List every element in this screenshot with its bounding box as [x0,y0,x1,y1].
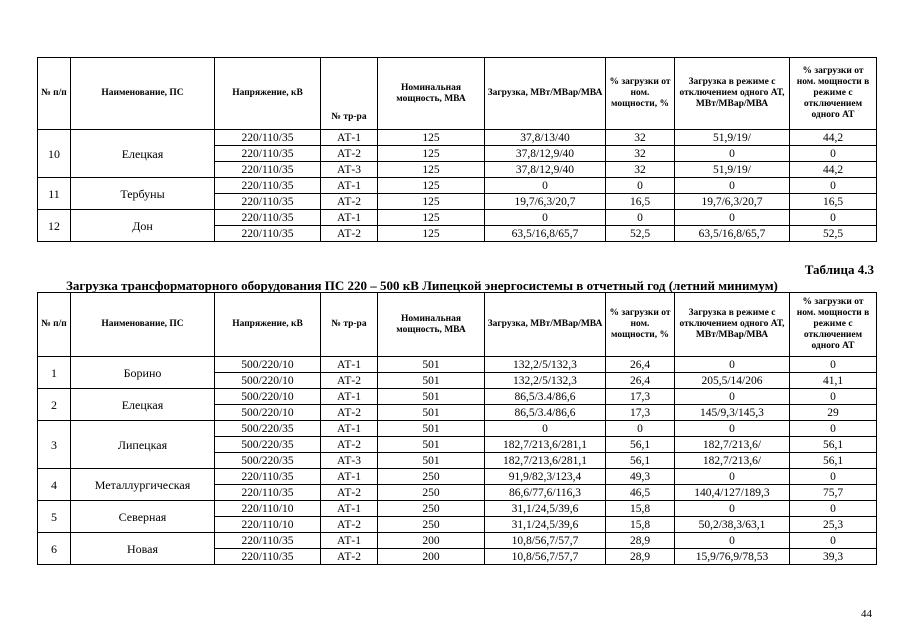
voltage-cell: 220/110/35 [215,178,321,194]
load-off-cell: 0 [675,357,790,373]
transformer-cell: АТ-1 [321,178,378,194]
load-cell: 86,5/3.4/86,6 [485,405,606,421]
load-cell: 37,8/12,9/40 [485,162,606,178]
col-load-off-header: Загрузка в режиме с отключением одного АТ, МВт/МВар/МВА [675,293,790,357]
substation-number-cell: 4 [38,469,71,501]
col-percent-off-header: % загрузки от ном. мощности в режиме с отключением одного АТ [790,293,877,357]
table-row [38,533,877,549]
substation-name-cell: Тербуны [71,178,215,210]
nominal-power-cell: 501 [378,357,485,373]
table-row [38,389,877,405]
nominal-power-cell: 125 [378,130,485,146]
load-off-percent-cell: 44,2 [790,130,877,146]
table-number: Таблица 4.3 [804,262,874,277]
nominal-power-cell: 125 [378,210,485,226]
load-off-percent-cell: 39,3 [790,549,877,565]
load-percent-cell: 32 [606,146,675,162]
transformer-load-table [37,292,877,565]
voltage-cell: 500/220/35 [215,437,321,453]
substation-name-cell: Металлургическая [71,469,215,501]
nominal-power-cell: 501 [378,389,485,405]
transformer-cell: АТ-2 [321,437,378,453]
load-cell: 0 [485,421,606,437]
substation-name-cell: Елецкая [71,130,215,178]
transformer-cell: АТ-1 [321,421,378,437]
voltage-cell: 220/110/35 [215,485,321,501]
transformer-cell: АТ-2 [321,194,378,210]
load-off-percent-cell: 0 [790,146,877,162]
voltage-cell: 500/220/10 [215,357,321,373]
col-percent-off-header: % загрузки от ном. мощности в режиме с отключением одного АТ [790,58,877,130]
transformer-cell: АТ-2 [321,226,378,242]
transformer-cell: АТ-3 [321,453,378,469]
substation-number-cell: 5 [38,501,71,533]
voltage-cell: 220/110/10 [215,501,321,517]
load-cell: 10,8/56,7/57,7 [485,533,606,549]
voltage-cell: 500/220/35 [215,421,321,437]
table-row [38,469,877,485]
load-percent-cell: 17,3 [606,389,675,405]
transformer-cell: АТ-1 [321,501,378,517]
load-off-percent-cell: 0 [790,357,877,373]
col-transformer-header: № тр-ра [321,293,378,357]
load-cell: 132,2/5/132,3 [485,373,606,389]
load-off-percent-cell: 52,5 [790,226,877,242]
col-num-header: № п/п [38,58,71,130]
transformer-cell: АТ-2 [321,485,378,501]
transformer-cell: АТ-2 [321,517,378,533]
load-percent-cell: 17,3 [606,405,675,421]
load-off-percent-cell: 75,7 [790,485,877,501]
transformer-cell: АТ-1 [321,469,378,485]
substation-name-cell: Дон [71,210,215,242]
load-off-percent-cell: 41,1 [790,373,877,389]
voltage-cell: 220/110/35 [215,210,321,226]
col-load-header: Загрузка, МВт/МВар/МВА [485,58,606,130]
load-percent-cell: 56,1 [606,453,675,469]
load-off-cell: 0 [675,146,790,162]
transformer-cell: АТ-1 [321,210,378,226]
nominal-power-cell: 125 [378,146,485,162]
load-off-cell: 0 [675,501,790,517]
col-num-header: № п/п [38,293,71,357]
load-off-percent-cell: 16,5 [790,194,877,210]
transformer-cell: АТ-2 [321,405,378,421]
substation-name-cell: Борино [71,357,215,389]
table-body [38,357,877,565]
load-cell: 86,6/77,6/116,3 [485,485,606,501]
voltage-cell: 220/110/10 [215,517,321,533]
load-cell: 31,1/24,5/39,6 [485,517,606,533]
voltage-cell: 220/110/35 [215,226,321,242]
col-name-header: Наименование, ПС [71,58,215,130]
table-row [38,421,877,437]
nominal-power-cell: 501 [378,453,485,469]
load-off-percent-cell: 0 [790,389,877,405]
load-off-cell: 205,5/14/206 [675,373,790,389]
nominal-power-cell: 200 [378,549,485,565]
load-off-percent-cell: 44,2 [790,162,877,178]
nominal-power-cell: 250 [378,485,485,501]
load-off-cell: 15,9/76,9/78,53 [675,549,790,565]
load-cell: 10,8/56,7/57,7 [485,549,606,565]
substation-number-cell: 2 [38,389,71,421]
load-off-cell: 140,4/127/189,3 [675,485,790,501]
load-percent-cell: 52,5 [606,226,675,242]
load-off-cell: 0 [675,421,790,437]
substation-number-cell: 6 [38,533,71,565]
nominal-power-cell: 200 [378,533,485,549]
voltage-cell: 220/110/35 [215,146,321,162]
load-off-cell: 51,9/19/ [675,162,790,178]
load-cell: 91,9/82,3/123,4 [485,469,606,485]
load-percent-cell: 56,1 [606,437,675,453]
header-row [38,58,877,130]
nominal-power-cell: 501 [378,437,485,453]
load-percent-cell: 26,4 [606,373,675,389]
col-load-off-header: Загрузка в режиме с отключением одного АТ, МВт/МВар/МВА [675,58,790,130]
voltage-cell: 220/110/35 [215,162,321,178]
substation-number-cell: 10 [38,130,71,178]
nominal-power-cell: 501 [378,421,485,437]
load-percent-cell: 49,3 [606,469,675,485]
voltage-cell: 220/110/35 [215,549,321,565]
substation-number-cell: 3 [38,421,71,469]
load-cell: 132,2/5/132,3 [485,357,606,373]
nominal-power-cell: 501 [378,373,485,389]
table-body [38,130,877,242]
table-row [38,178,877,194]
load-percent-cell: 28,9 [606,533,675,549]
load-percent-cell: 28,9 [606,549,675,565]
load-off-percent-cell: 25,3 [790,517,877,533]
voltage-cell: 500/220/10 [215,389,321,405]
table-title: Загрузка трансформаторного оборудования ПС 220 – 500 кВ Липецкой энергосистемы в отчетный год (летний минимум) [66,278,778,293]
substation-name-cell: Елецкая [71,389,215,421]
voltage-cell: 500/220/35 [215,453,321,469]
load-off-cell: 19,7/6,3/20,7 [675,194,790,210]
col-voltage-header: Напряжение, кВ [215,293,321,357]
load-off-percent-cell: 56,1 [790,453,877,469]
voltage-cell: 220/110/35 [215,469,321,485]
load-off-cell: 0 [675,178,790,194]
col-name-header: Наименование, ПС [71,293,215,357]
load-off-percent-cell: 0 [790,421,877,437]
load-percent-cell: 26,4 [606,357,675,373]
load-off-cell: 51,9/19/ [675,130,790,146]
load-cell: 86,5/3.4/86,6 [485,389,606,405]
load-off-cell: 0 [675,389,790,405]
load-percent-cell: 0 [606,178,675,194]
table-row [38,130,877,146]
load-cell: 37,8/13/40 [485,130,606,146]
header-row [38,293,877,357]
nominal-power-cell: 250 [378,469,485,485]
load-off-percent-cell: 0 [790,210,877,226]
col-transformer-header: № тр-ра [321,58,378,130]
load-cell: 19,7/6,3/20,7 [485,194,606,210]
nominal-power-cell: 125 [378,194,485,210]
load-off-percent-cell: 0 [790,533,877,549]
col-load-header: Загрузка, МВт/МВар/МВА [485,293,606,357]
load-cell: 0 [485,210,606,226]
load-off-percent-cell: 29 [790,405,877,421]
substation-number-cell: 12 [38,210,71,242]
load-cell: 0 [485,178,606,194]
nominal-power-cell: 125 [378,226,485,242]
load-off-cell: 63,5/16,8/65,7 [675,226,790,242]
voltage-cell: 220/110/35 [215,130,321,146]
col-nominal-header: Номинальная мощность, МВА [378,293,485,357]
load-percent-cell: 15,8 [606,501,675,517]
page-number: 44 [861,608,872,620]
col-nominal-header: Номинальная мощность, МВА [378,58,485,130]
table-row [38,210,877,226]
substation-number-cell: 11 [38,178,71,210]
transformer-cell: АТ-2 [321,146,378,162]
nominal-power-cell: 125 [378,178,485,194]
load-off-cell: 0 [675,469,790,485]
load-off-percent-cell: 0 [790,469,877,485]
transformer-cell: АТ-1 [321,130,378,146]
transformer-cell: АТ-2 [321,373,378,389]
load-percent-cell: 0 [606,421,675,437]
substation-name-cell: Северная [71,501,215,533]
table-row [38,357,877,373]
load-percent-cell: 0 [606,210,675,226]
transformer-cell: АТ-1 [321,389,378,405]
col-percent-header: % загрузки от ном. мощности, % [606,58,675,130]
nominal-power-cell: 250 [378,517,485,533]
load-cell: 182,7/213,6/281,1 [485,437,606,453]
load-off-cell: 182,7/213,6/ [675,437,790,453]
load-percent-cell: 16,5 [606,194,675,210]
transformer-cell: АТ-1 [321,357,378,373]
load-cell: 31,1/24,5/39,6 [485,501,606,517]
load-cell: 182,7/213,6/281,1 [485,453,606,469]
substation-name-cell: Липецкая [71,421,215,469]
substation-number-cell: 1 [38,357,71,389]
nominal-power-cell: 125 [378,162,485,178]
load-percent-cell: 32 [606,162,675,178]
load-off-cell: 50,2/38,3/63,1 [675,517,790,533]
col-voltage-header: Напряжение, кВ [215,58,321,130]
load-off-percent-cell: 0 [790,178,877,194]
load-cell: 37,8/12,9/40 [485,146,606,162]
load-percent-cell: 46,5 [606,485,675,501]
voltage-cell: 500/220/10 [215,405,321,421]
load-off-cell: 0 [675,210,790,226]
table-row [38,501,877,517]
nominal-power-cell: 501 [378,405,485,421]
load-off-percent-cell: 56,1 [790,437,877,453]
voltage-cell: 220/110/35 [215,533,321,549]
transformer-cell: АТ-1 [321,533,378,549]
nominal-power-cell: 250 [378,501,485,517]
transformer-load-table-continued [37,57,877,242]
voltage-cell: 220/110/35 [215,194,321,210]
voltage-cell: 500/220/10 [215,373,321,389]
load-off-cell: 182,7/213,6/ [675,453,790,469]
transformer-cell: АТ-3 [321,162,378,178]
load-off-percent-cell: 0 [790,501,877,517]
transformer-cell: АТ-2 [321,549,378,565]
substation-name-cell: Новая [71,533,215,565]
load-off-cell: 0 [675,533,790,549]
load-percent-cell: 15,8 [606,517,675,533]
load-percent-cell: 32 [606,130,675,146]
col-percent-header: % загрузки от ном. мощности, % [606,293,675,357]
load-cell: 63,5/16,8/65,7 [485,226,606,242]
load-off-cell: 145/9,3/145,3 [675,405,790,421]
